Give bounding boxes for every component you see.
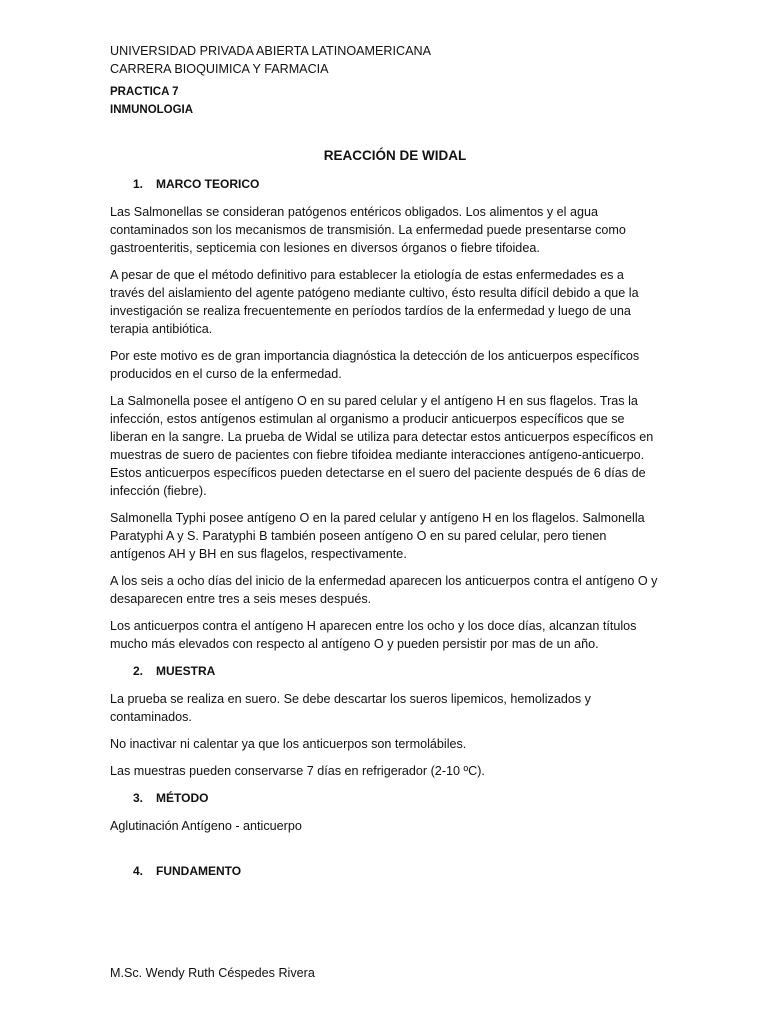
section-heading-muestra: [133, 662, 658, 680]
section-title: FUNDAMENTO: [156, 864, 242, 878]
paragraph: No inactivar ni calentar ya que los anticuerpos son termolábiles.: [110, 737, 467, 751]
section-number: 4.: [133, 864, 144, 878]
practice-number: PRACTICA 7: [110, 86, 179, 98]
university-name: UNIVERSIDAD PRIVADA ABIERTA LATINOAMERICANA: [110, 44, 431, 58]
section-title: MÉTODO: [156, 791, 209, 805]
section-heading-fundamento: [133, 862, 658, 880]
paragraph: Por este motivo es de gran importancia diagnóstica la detección de los anticuerpos específicos producidos en el curso de la enfermedad.: [110, 349, 640, 381]
course-info: [110, 84, 193, 119]
institution-header: [110, 42, 431, 78]
paragraph: Salmonella Typhi posee antígeno O en la pared celular y antígeno H en los flagelos. Salmonella Paratyphi A y S. Paratyphi B también poseen antígeno O en su pared celular, pero tienen antígenos AH y BH en sus flagelos, respectivamente.: [110, 511, 645, 561]
document-body: [110, 175, 658, 890]
subject-name: INMUNOLOGIA: [110, 103, 194, 116]
paragraph: Las muestras pueden conservarse 7 días en refrigerador (2-10 ºC).: [110, 764, 485, 778]
paragraph: Los anticuerpos contra el antígeno H aparecen entre los ocho y los doce días, alcanzan títulos mucho más elevados con respecto al antígeno O y pueden persistir por mas de un año.: [110, 619, 637, 651]
section-title: MARCO TEORICO: [156, 177, 260, 191]
paragraph: La Salmonella posee el antígeno O en su pared celular y el antígeno H en sus flagelos. Tras la infección, estos antígenos estimulan al organismo a producir anticuerpos específicos que se liberan en la sangre. La prueba de Widal se utiliza para detectar estos anticuerpos específicos en muestras de suero de pacientes con fiebre tifoidea mediante interacciones antígeno-anticuerpo. Estos anticuerpos específicos pueden detectarse en el suero del paciente después de 6 días de infección (fiebre).: [110, 394, 654, 498]
paragraph: A los seis a ocho días del inicio de la enfermedad aparecen los anticuerpos contra el antígeno O y desaparecen entre tres a seis meses después.: [110, 574, 658, 606]
paragraph: A pesar de que el método definitivo para establecer la etiología de estas enfermedades es a través del aislamiento del agente patógeno mediante cultivo, ésto resulta difícil debido a que la investigación se realiza frecuentemente en períodos tardíos de la enfermedad y luego de una terapia antibiótica.: [110, 268, 639, 336]
document-title: REACCIÓN DE WIDAL: [323, 148, 467, 163]
section-number: 3.: [133, 791, 144, 805]
blank-line: [110, 844, 658, 862]
author-footer: M.Sc. Wendy Ruth Céspedes Rivera: [110, 966, 315, 980]
career-name: CARRERA BIOQUIMICA Y FARMACIA: [110, 62, 329, 76]
section-number: 1.: [133, 177, 144, 191]
section-heading-metodo: [133, 789, 658, 807]
section-heading-marco-teorico: [133, 175, 658, 193]
paragraph: Aglutinación Antígeno - anticuerpo: [110, 819, 302, 833]
section-title: MUESTRA: [156, 664, 216, 678]
section-number: 2.: [133, 664, 144, 678]
paragraph: La prueba se realiza en suero. Se debe descartar los sueros lipemicos, hemolizados y contaminados.: [110, 692, 591, 724]
paragraph: Las Salmonellas se consideran patógenos entéricos obligados. Los alimentos y el agua contaminados son los mecanismos de transmisión. La enfermedad puede presentarse como gastroenteritis, septicemia con lesiones en diversos órganos o fiebre tifoidea.: [110, 205, 626, 255]
